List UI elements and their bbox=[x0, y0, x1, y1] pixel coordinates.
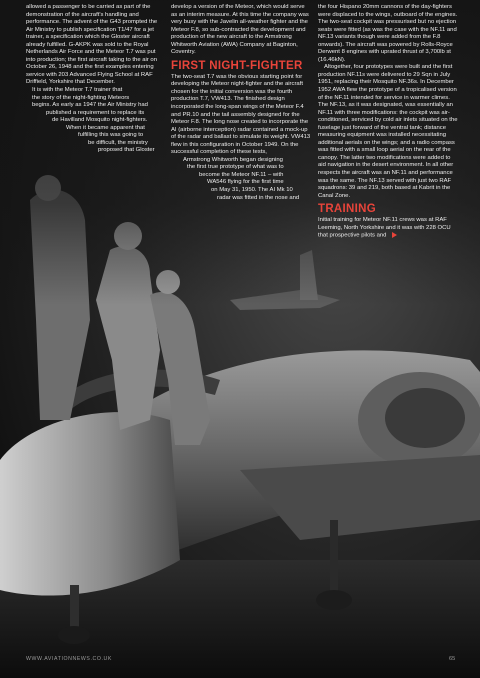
line: begins. As early as 1947 the Air Ministry had bbox=[32, 102, 148, 109]
line: be difficult, the ministry bbox=[88, 139, 148, 146]
line: fulfilling this was going to bbox=[78, 132, 144, 139]
line: It is with the Meteor T.7 trainer that bbox=[32, 87, 123, 94]
text-column-middle bbox=[171, 4, 311, 202]
paragraph: Altogether, four prototypes were built and the first production NF.11s were delivered to 29 Sqn in July 1951, replacing their Mosquito NF.36s. In December 1952 AWA flew the prototype of a tropicalised version of the NF.11 intended for service in warmer climes. The NF.13, as it was designated, was essentially an NF.11 with three modifications: the cockpit was air-conditioned, serviced by cold air inlets situated on the fuselage just forward of the ventral tank; distance measuring equipment was installed necessitating additional aerials on the wings; and a radio compass was fitted with a small loop aerial on the rear of the canopy. The latter two modifications were added to aid navigation in the desert environment. In all other respects the aircraft was an NF.11 and performance was the same. The NF.13 served with just two RAF squadrons: 39 and 219, both based at Kabrit in the Canal Zone. bbox=[318, 64, 458, 199]
line: WA546 flying for the first time bbox=[207, 179, 284, 186]
line: published a requirement to replace its bbox=[46, 109, 145, 116]
paragraph: develop a version of the Meteor, which would serve as an interim measure. At this time the company was very busy with the Javelin all-weather fighter and the Meteor F.8, so sub-contracted the development and production of the new aircraft to the Armstrong Whitworth Aviation (AWA) Company at Baginton, Coventry. bbox=[171, 4, 309, 56]
page-number: 65 bbox=[449, 656, 456, 662]
line: Armstrong Whitworth began designing bbox=[183, 156, 283, 163]
paragraph-continued bbox=[318, 217, 458, 240]
paragraph: the four Hispano 20mm cannons of the day-fighters were displaced to the wings, outboard of the engines. The two-seat cockpit was pressurised but no ejection seats were fitted (as was the case with the NF.11 and NF.13 variants though were added from the F.8 onwards). The aircraft was powered by Rolls-Royce Derwent 8 engines with uprated thrust of 3,700lb st (16.46kN). bbox=[318, 4, 458, 63]
paragraph: The two-seat T.7 was the obvious starting point for developing the Meteor night-fighter and the aircraft chosen for the initial conversion was the fourth production T.7, VW413. The finished design incorporated the long-span wings of the Meteor F.4 and PR.10 and the tail assembly designed for the Meteor F.8. The long nose created to incorporate the AI (airborne interception) radar contained a mock-up of the radar and ballast to simulate its weight. VW413 flew in this configuration in October 1949. On the successful completion of these tests, bbox=[171, 73, 311, 156]
paragraph-text: Initial training for Meteor NF.11 crews was at RAF Leeming, North Yorkshire and it was with 228 OCU that prospective pilots and bbox=[318, 217, 451, 239]
line: become the Meteor NF.11 – with bbox=[199, 171, 284, 178]
continue-arrow-icon bbox=[392, 232, 397, 238]
text-column-left bbox=[26, 4, 164, 155]
line: the first true prototype of what was to bbox=[187, 164, 284, 171]
paragraph-shaped bbox=[171, 157, 311, 202]
footer-website: WWW.AVIATIONNEWS.CO.UK bbox=[26, 656, 112, 662]
line: radar was fitted in the nose and bbox=[217, 194, 300, 201]
line: de Havilland Mosquito night-fighters. bbox=[52, 117, 148, 124]
paragraph: allowed a passenger to be carried as part of the demonstration of the aircraft's handling and performance. The advent of the G43 prompted the Air Ministry to publish specification T1/47 for a jet trainer, a specification which the Gloster aircraft already fulfilled. G-AKPK was sold to the Royal Netherlands Air Force and the Meteor T.7 was put into production; the first aircraft taking to the air on October 26, 1948 and the first examples entering service with 203 Advanced Flying School at RAF Driffield, Yorkshire that December. bbox=[26, 4, 158, 86]
section-heading: FIRST NIGHT-FIGHTER bbox=[171, 59, 303, 72]
line: When it became apparent that bbox=[66, 124, 145, 131]
paragraph-shaped bbox=[26, 87, 164, 155]
line: proposed that Gloster bbox=[98, 147, 155, 154]
section-heading: TRAINING bbox=[318, 203, 376, 216]
line: on May 31, 1950. The AI Mk 10 bbox=[211, 187, 293, 194]
line: the story of the night-fighting Meteors bbox=[32, 94, 130, 101]
text-column-right bbox=[318, 4, 458, 240]
